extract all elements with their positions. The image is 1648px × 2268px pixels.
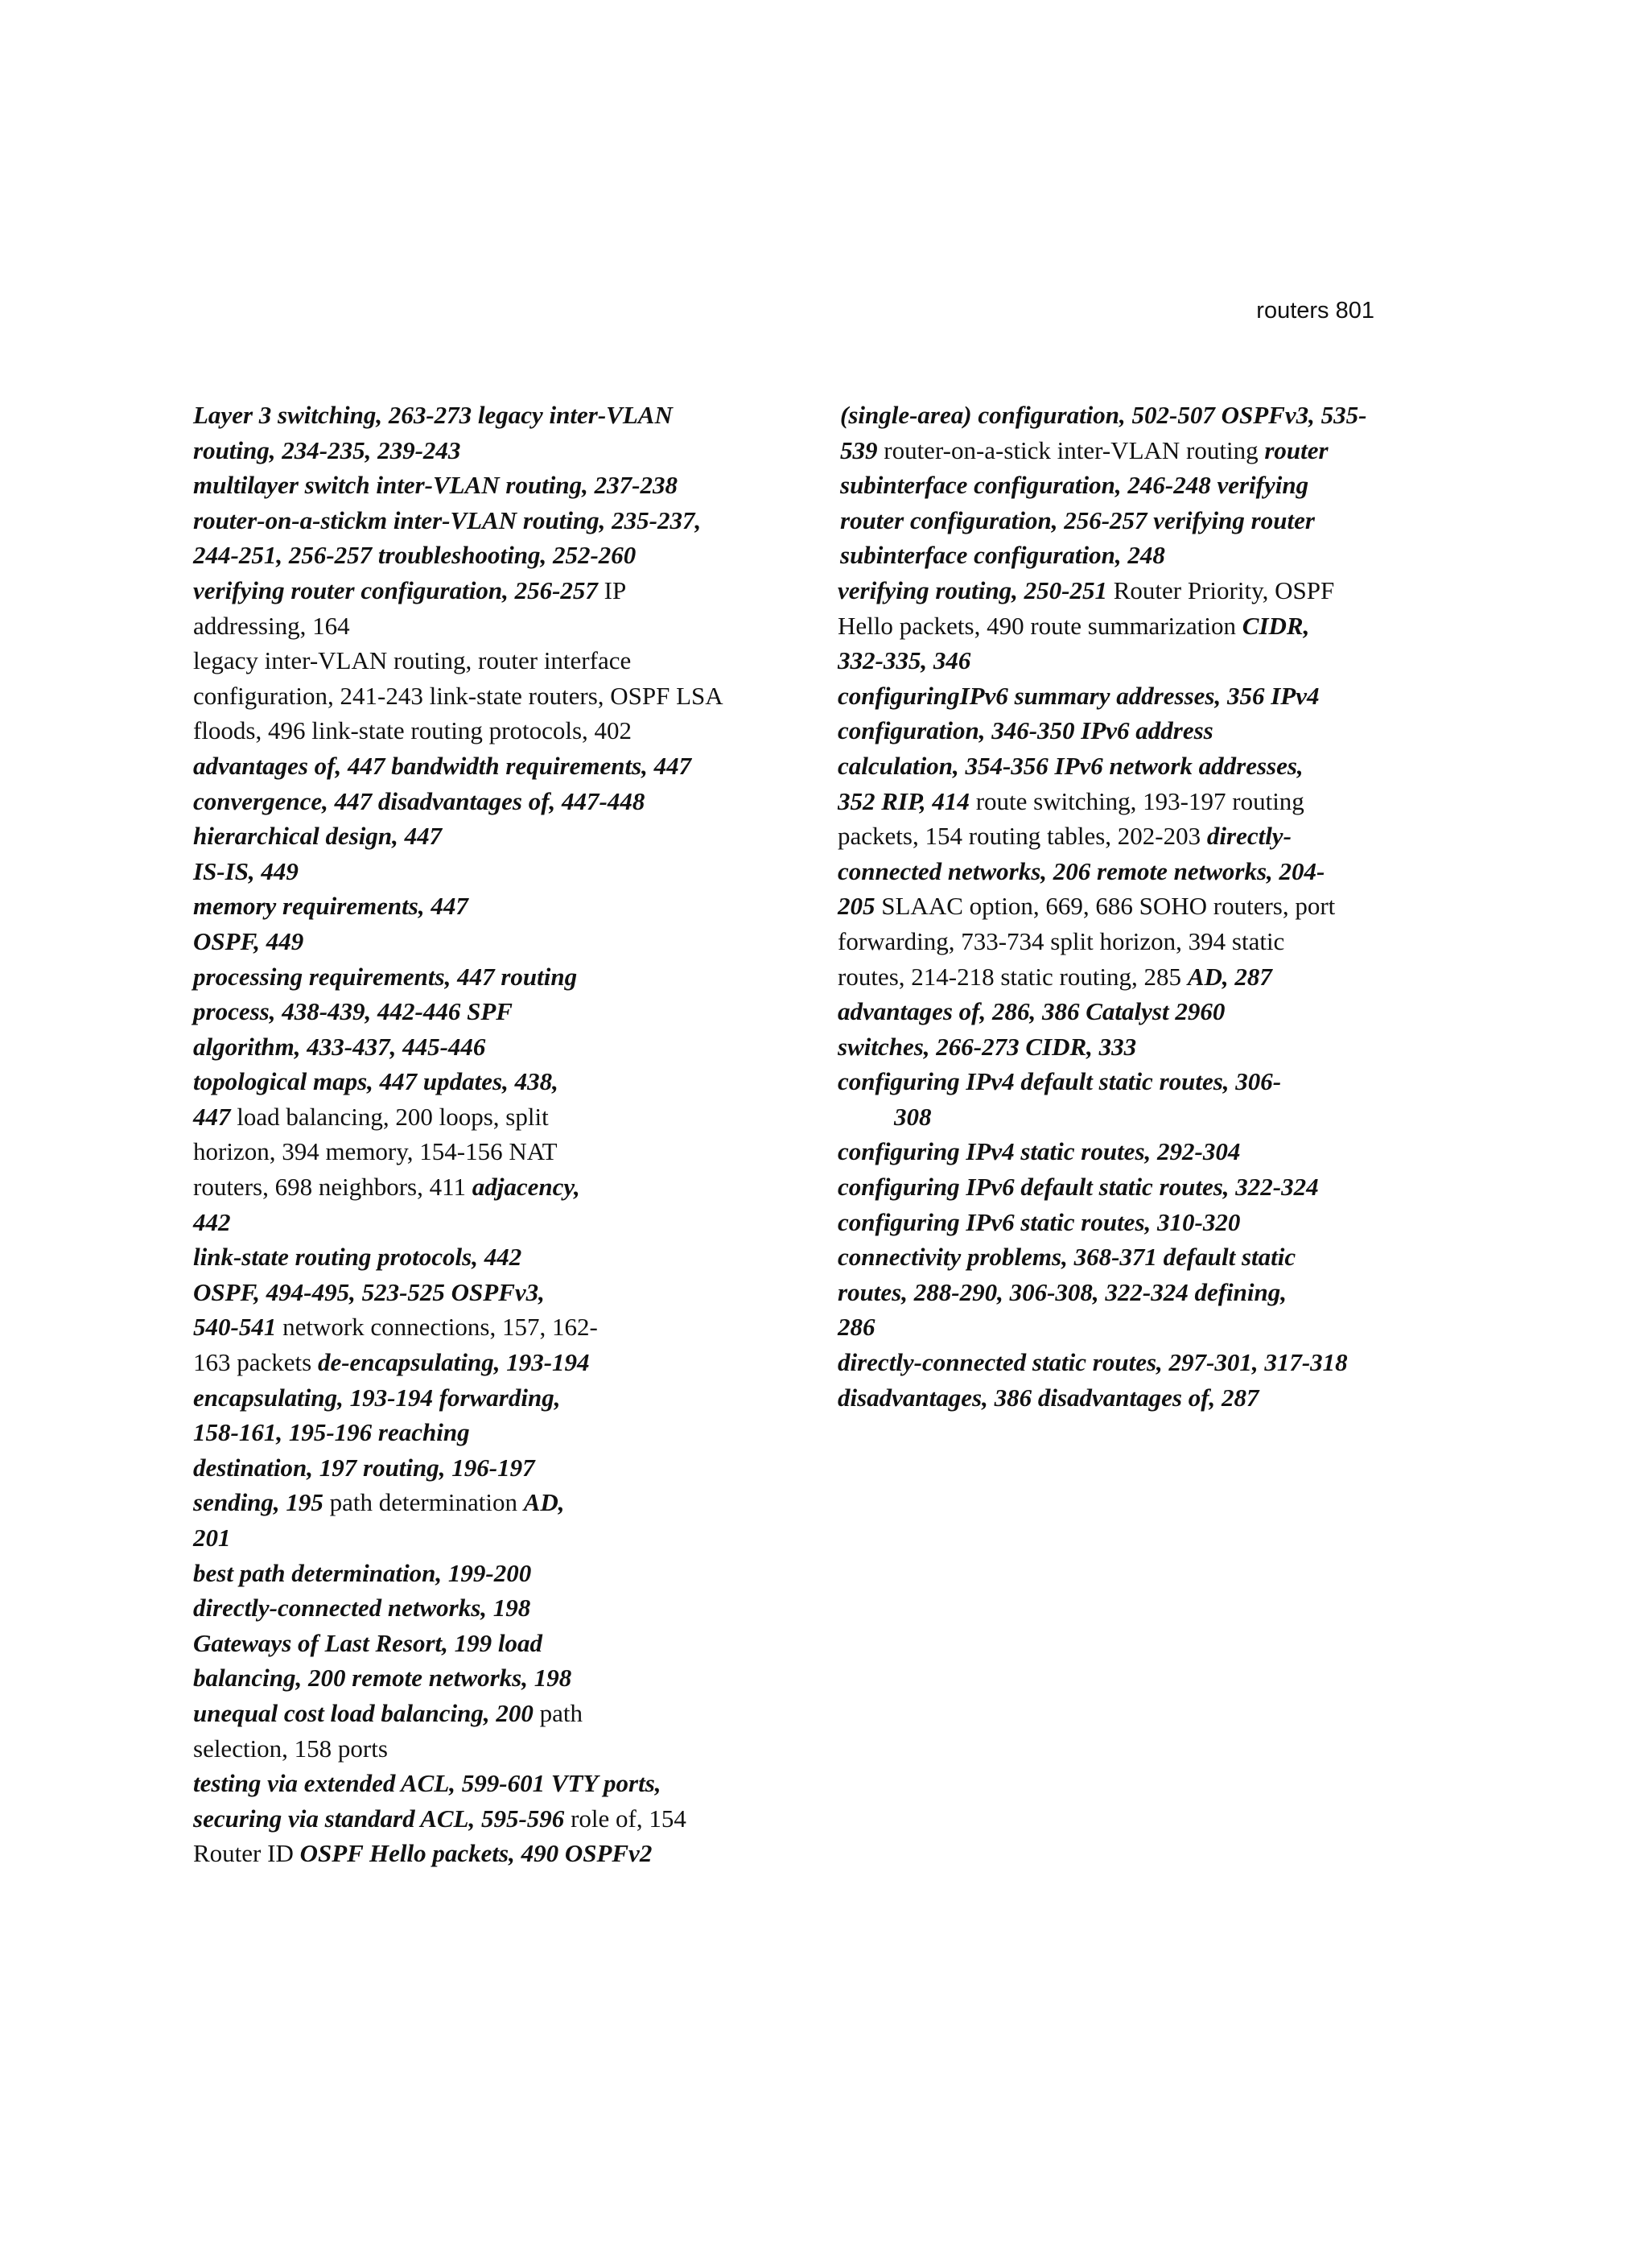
index-subentry: advantages of, 447 bandwidth requirements, 447 <box>193 751 692 780</box>
index-line <box>193 1380 748 1416</box>
index-entry-text: forwarding, 733-734 split horizon, 394 static <box>838 926 1285 955</box>
index-subentry: process, 438-439, 442-446 SPF <box>193 997 513 1026</box>
index-subentry: 539 <box>840 435 878 464</box>
index-entry-text: configuration, 241-243 link-state routers, OSPF LSA <box>193 681 723 710</box>
index-subentry: convergence, 447 disadvantages of, 447-448 <box>193 786 645 815</box>
index-line <box>838 819 1433 854</box>
index-line <box>193 1660 748 1696</box>
index-line <box>838 678 1433 714</box>
index-line <box>838 573 1433 608</box>
index-column-right <box>838 398 1433 1415</box>
index-column-left <box>193 398 748 1871</box>
index-line <box>193 1766 748 1801</box>
index-line <box>193 1590 748 1626</box>
index-line <box>193 1415 748 1450</box>
index-line <box>838 1239 1433 1275</box>
index-line <box>838 889 1433 924</box>
index-line <box>838 994 1433 1029</box>
index-line <box>838 643 1433 678</box>
index-line <box>838 1064 1433 1099</box>
index-line <box>193 573 748 608</box>
index-entry-text: routes, 214-218 static routing, 285 <box>838 962 1188 991</box>
index-line <box>838 538 1433 573</box>
index-subentry: 442 <box>193 1207 231 1236</box>
index-subentry: securing via standard ACL, 595-596 <box>193 1804 565 1833</box>
index-entry-text: addressing, 164 <box>193 611 350 640</box>
index-subentry: AD, <box>523 1488 565 1517</box>
index-line <box>838 924 1433 959</box>
index-line <box>193 889 748 924</box>
index-line <box>193 1731 748 1767</box>
index-line <box>193 503 748 538</box>
index-line <box>193 1626 748 1661</box>
index-entry-text: horizon, 394 memory, 154-156 NAT <box>193 1137 558 1166</box>
index-subentry: de-encapsulating, 193-194 <box>317 1348 590 1377</box>
index-subentry: configuration, 346-350 IPv6 address <box>838 716 1213 745</box>
index-line <box>193 1099 748 1135</box>
index-subentry: adjacency, <box>472 1173 580 1202</box>
index-line <box>193 1309 748 1345</box>
index-subentry: configuring IPv4 default static routes, 306- <box>838 1067 1282 1096</box>
index-line <box>193 1275 748 1310</box>
index-line <box>838 1029 1433 1065</box>
index-line <box>838 959 1433 995</box>
index-line <box>838 854 1433 889</box>
index-entry-text: network connections, 157, 162- <box>276 1313 598 1342</box>
index-entry-text: Router ID <box>193 1839 300 1868</box>
index-subentry: connectivity problems, 368-371 default static <box>838 1243 1296 1272</box>
index-line <box>193 959 748 995</box>
index-line <box>838 1380 1433 1416</box>
index-subentry: router configuration, 256-257 verifying router <box>840 505 1315 534</box>
index-subentry: topological maps, 447 updates, 438, <box>193 1067 558 1096</box>
index-line <box>193 398 748 433</box>
index-subentry: balancing, 200 remote networks, 198 <box>193 1664 572 1693</box>
index-entry-text: load balancing, 200 loops, split <box>230 1102 549 1131</box>
index-line <box>838 1099 1433 1135</box>
index-subentry: directly-connected static routes, 297-301, 317-318 <box>838 1348 1348 1377</box>
index-entry-text: packets, 154 routing tables, 202-203 <box>838 822 1207 851</box>
index-subentry: 286 <box>838 1313 876 1342</box>
index-line <box>838 1345 1433 1380</box>
index-line <box>193 994 748 1029</box>
index-subentry: destination, 197 routing, 196-197 <box>193 1453 535 1482</box>
index-subentry: verifying router configuration, 256-257 <box>193 575 598 604</box>
index-line <box>193 1205 748 1240</box>
index-subentry: 540-541 <box>193 1313 277 1342</box>
index-subentry: 201 <box>193 1524 231 1552</box>
index-line <box>838 1205 1433 1240</box>
index-subentry: directly- <box>1206 822 1292 851</box>
index-line <box>193 924 748 959</box>
index-subentry: 447 <box>193 1102 231 1131</box>
index-subentry: advantages of, 286, 386 Catalyst 2960 <box>838 997 1226 1026</box>
index-subentry: encapsulating, 193-194 forwarding, <box>193 1383 561 1412</box>
index-entry-text: floods, 496 link-state routing protocols, 402 <box>193 716 632 745</box>
index-line <box>193 784 748 819</box>
index-line <box>838 433 1433 468</box>
index-subentry: OSPF, 449 <box>193 926 304 955</box>
index-subentry: calculation, 354-356 IPv6 network addresses, <box>838 751 1304 780</box>
index-entry-text: role of, 154 <box>564 1804 686 1833</box>
index-entry-text: path determination <box>323 1488 524 1517</box>
index-entry-text: SLAAC option, 669, 686 SOHO routers, port <box>875 892 1336 921</box>
index-subentry: subinterface configuration, 248 <box>840 541 1165 570</box>
index-subentry: OSPF, 494-495, 523-525 OSPFv3, <box>193 1277 545 1306</box>
index-entry-text: route switching, 193-197 routing <box>969 786 1304 815</box>
index-subentry: 332-335, 346 <box>838 646 971 675</box>
index-subentry: sending, 195 <box>193 1488 323 1517</box>
index-line <box>193 1696 748 1731</box>
index-entry-text: path <box>533 1698 583 1727</box>
index-line <box>193 678 748 714</box>
index-line <box>193 1134 748 1169</box>
index-subentry: AD, 287 <box>1187 962 1272 991</box>
index-line <box>838 468 1433 503</box>
index-subentry: Layer 3 switching, 263-273 legacy inter-VLAN <box>193 401 673 429</box>
index-subentry: unequal cost load balancing, 200 <box>193 1698 534 1727</box>
index-subentry: disadvantages, 386 disadvantages of, 287 <box>838 1383 1259 1412</box>
index-line <box>193 1239 748 1275</box>
index-line <box>838 1134 1433 1169</box>
index-subentry: directly-connected networks, 198 <box>193 1594 531 1623</box>
index-subentry: testing via extended ACL, 599-601 VTY ports, <box>193 1769 661 1798</box>
index-line <box>838 1169 1433 1205</box>
index-entry-text: Router Priority, OSPF <box>1106 575 1335 604</box>
index-line <box>193 1064 748 1099</box>
index-line <box>193 713 748 748</box>
index-subentry: configuringIPv6 summary addresses, 356 IPv4 <box>838 681 1320 710</box>
index-line <box>838 784 1433 819</box>
index-entry-text: selection, 158 ports <box>193 1734 388 1763</box>
index-subentry: algorithm, 433-437, 445-446 <box>193 1032 486 1061</box>
index-entry-text: IP <box>597 575 627 604</box>
index-subentry: link-state routing protocols, 442 <box>193 1243 522 1272</box>
index-line <box>838 1275 1433 1310</box>
index-subentry: IS-IS, 449 <box>193 856 299 885</box>
index-line <box>193 1169 748 1205</box>
index-subentry: Gateways of Last Resort, 199 load <box>193 1628 542 1657</box>
index-line <box>193 748 748 784</box>
index-entry-text: Hello packets, 490 route summarization <box>838 611 1242 640</box>
index-subentry: memory requirements, 447 <box>193 892 468 921</box>
index-line <box>838 1309 1433 1345</box>
index-line <box>193 1836 748 1871</box>
index-line <box>838 748 1433 784</box>
index-subentry: connected networks, 206 remote networks, 204- <box>838 856 1325 885</box>
index-subentry: routing, 234-235, 239-243 <box>193 435 461 464</box>
index-subentry: hierarchical design, 447 <box>193 822 443 851</box>
index-subentry: 244-251, 256-257 troubleshooting, 252-260 <box>193 541 637 570</box>
index-line <box>193 608 748 644</box>
index-subentry: 205 <box>838 892 876 921</box>
index-entry-text: 163 packets <box>193 1348 318 1377</box>
index-line <box>193 643 748 678</box>
index-line <box>193 1556 748 1591</box>
index-entry-text: legacy inter-VLAN routing, router interface <box>193 646 632 675</box>
index-entry-text: routers, 698 neighbors, 411 <box>193 1173 472 1202</box>
index-line <box>838 713 1433 748</box>
index-line <box>193 538 748 573</box>
index-subentry: OSPF Hello packets, 490 OSPFv2 <box>299 1839 653 1868</box>
index-subentry: switches, 266-273 CIDR, 333 <box>838 1032 1137 1061</box>
index-subentry: configuring IPv6 default static routes, 322-324 <box>838 1173 1319 1202</box>
index-line <box>838 503 1433 538</box>
index-subentry: subinterface configuration, 246-248 verifying <box>840 471 1309 500</box>
index-line <box>838 398 1433 433</box>
index-subentry: CIDR, <box>1242 611 1310 640</box>
index-line <box>193 1801 748 1837</box>
index-subentry: (single-area) configuration, 502-507 OSPFv3, 535- <box>840 401 1367 429</box>
index-subentry: routes, 288-290, 306-308, 322-324 defining, <box>838 1277 1287 1306</box>
index-subentry: multilayer switch inter-VLAN routing, 237-238 <box>193 471 678 500</box>
index-subentry: processing requirements, 447 routing <box>193 962 578 991</box>
index-line <box>193 854 748 889</box>
index-entry-text: router-on-a-stick inter-VLAN routing <box>877 435 1265 464</box>
index-line <box>193 1520 748 1556</box>
index-subentry: configuring IPv4 static routes, 292-304 <box>838 1137 1241 1166</box>
index-subentry: configuring IPv6 static routes, 310-320 <box>838 1207 1241 1236</box>
index-line <box>838 608 1433 644</box>
index-subentry: 308 <box>894 1102 932 1131</box>
running-head: routers 801 <box>1256 298 1374 324</box>
index-subentry: 352 RIP, 414 <box>838 786 970 815</box>
index-line <box>193 1485 748 1520</box>
index-line <box>193 1345 748 1380</box>
index-subentry: verifying routing, 250-251 <box>838 575 1107 604</box>
index-line <box>193 468 748 503</box>
index-subentry: best path determination, 199-200 <box>193 1558 532 1587</box>
index-line <box>193 433 748 468</box>
index-line <box>193 1450 748 1486</box>
index-subentry: router <box>1264 435 1329 464</box>
index-subentry: 158-161, 195-196 reaching <box>193 1418 470 1447</box>
index-subentry: router-on-a-stickm inter-VLAN routing, 235-237, <box>193 505 702 534</box>
index-line <box>193 819 748 854</box>
index-line <box>193 1029 748 1065</box>
